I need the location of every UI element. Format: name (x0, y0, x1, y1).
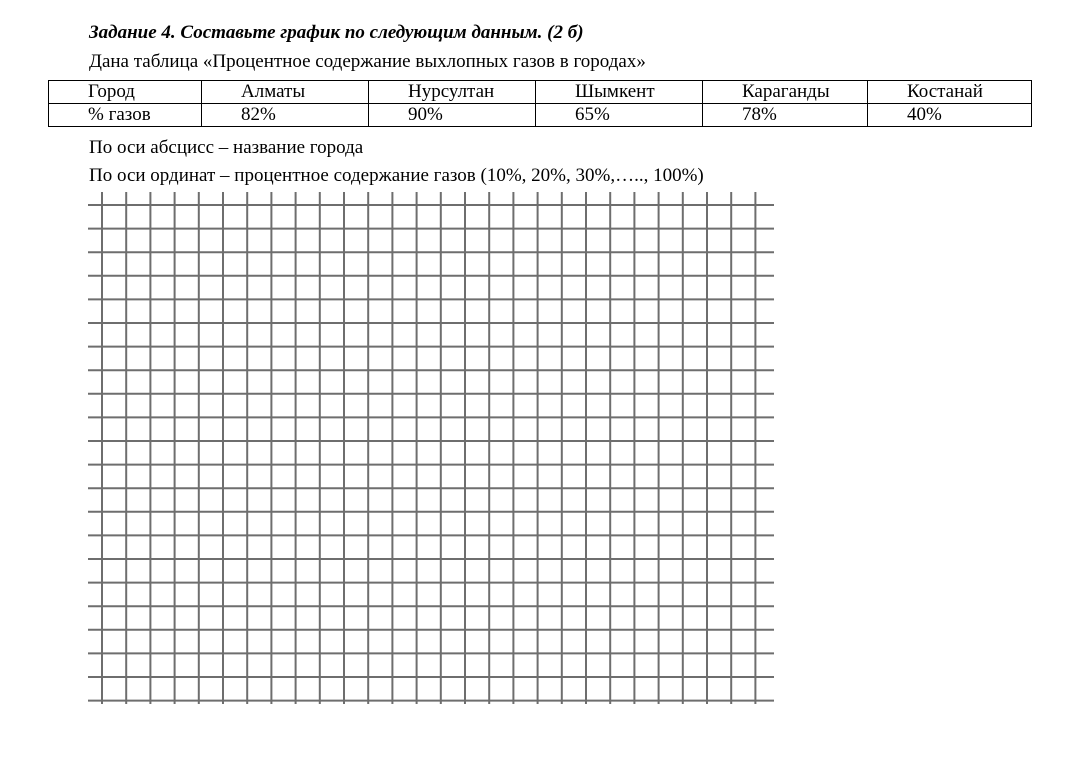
table-cell-value: 78% (703, 104, 868, 127)
table-cell-value: 65% (536, 104, 703, 127)
table-cell-value: 90% (369, 104, 536, 127)
y-axis-note: По оси ординат – процентное содержание газов (10%, 20%, 30%,….., 100%) (89, 165, 704, 186)
table-cell-city: Алматы (202, 81, 369, 104)
table-row-values (49, 104, 1032, 127)
x-axis-note: По оси абсцисс – название города (89, 137, 364, 158)
task-subtitle: Дана таблица «Процентное содержание выхлопных газов в городах» (89, 51, 646, 72)
table-header-gas: % газов (49, 104, 202, 127)
table-cell-city: Костанай (868, 81, 1032, 104)
table-cell-city: Нурсултан (369, 81, 536, 104)
graph-paper-grid (88, 192, 774, 704)
data-table (48, 80, 1032, 127)
table-row-cities (49, 81, 1032, 104)
table-header-city: Город (49, 81, 202, 104)
table-cell-city: Шымкент (536, 81, 703, 104)
table-cell-value: 40% (868, 104, 1032, 127)
table-cell-city: Караганды (703, 81, 868, 104)
table-cell-value: 82% (202, 104, 369, 127)
grid-svg (88, 192, 774, 704)
task-title: Задание 4. Составьте график по следующим данным. (2 б) (89, 22, 584, 43)
